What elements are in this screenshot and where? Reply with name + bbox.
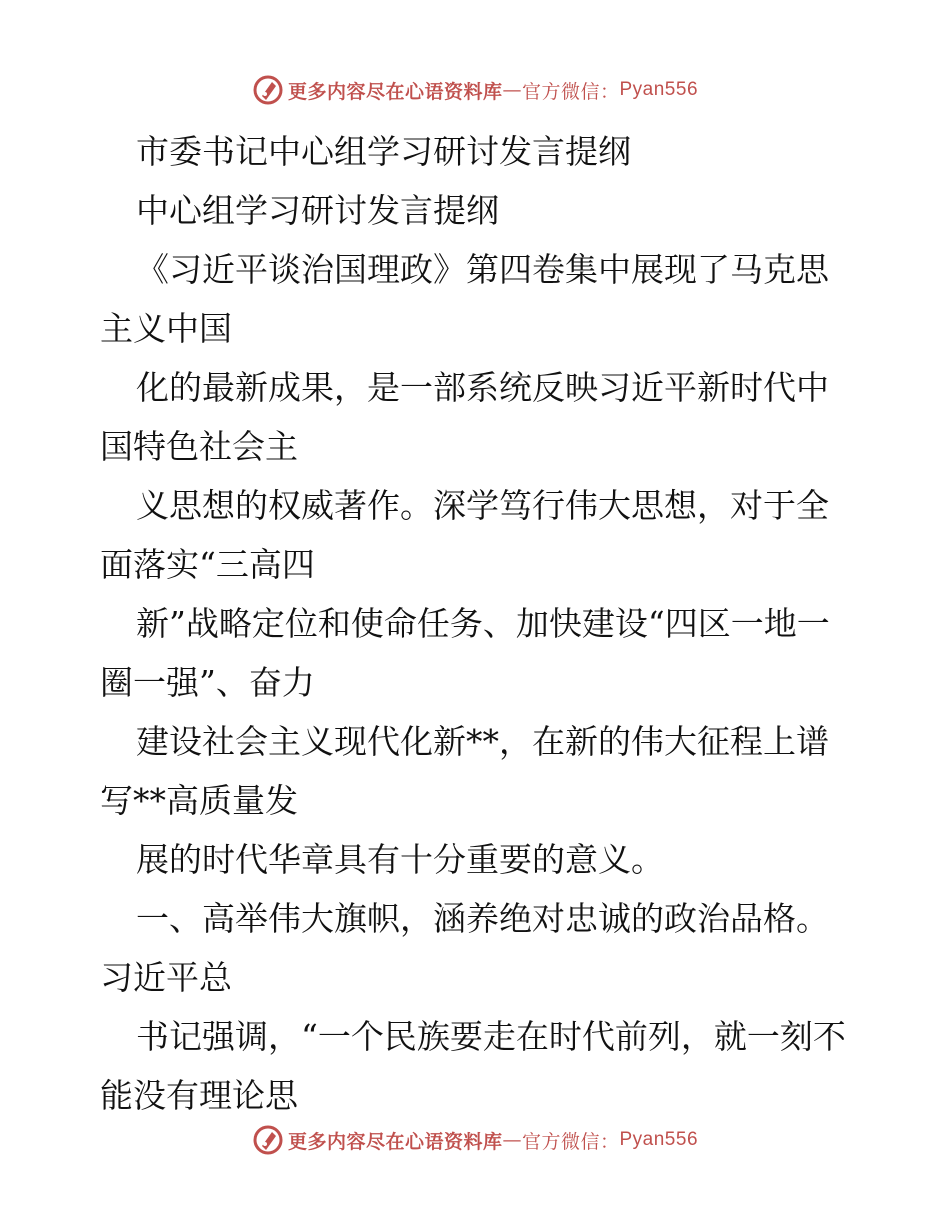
banner-official-text: 官方微信： [521, 80, 620, 103]
banner-site-text: 更多内容尽在心语资料库 [287, 80, 503, 103]
document-paragraph: 中心组学习研讨发言提纲 [136, 191, 499, 230]
document-paragraph: 一、高举伟大旗帜，涵养绝对忠诚的政治品格。习近平总 [100, 899, 829, 997]
document-paragraph: 市委书记中心组学习研讨发言提纲 [136, 132, 631, 171]
banner-official-text: 官方微信： [521, 1130, 620, 1153]
document-paragraph: 义思想的权威著作。深学笃行伟大思想，对于全面落实“三高四 [100, 486, 829, 584]
header-banner [0, 70, 950, 110]
footer-banner [0, 1120, 950, 1160]
document-paragraph: 《习近平谈治国理政》第四卷集中展现了马克思主义中国 [100, 250, 829, 348]
document-paragraph: 展的时代华章具有十分重要的意义。 [136, 840, 664, 879]
banner-dash: — [502, 1129, 522, 1151]
banner-wechat-id: Pyan556 [619, 79, 699, 100]
document-paragraph: 化的最新成果，是一部系统反映习近平新时代中国特色社会主 [100, 368, 829, 466]
document-paragraph: 建设社会主义现代化新**，在新的伟大征程上谱写**高质量发 [100, 722, 829, 820]
document-paragraph: 书记强调，“一个民族要走在时代前列，就一刻不能没有理论思 [100, 1017, 846, 1115]
document-body [100, 122, 855, 1125]
banner-site-text: 更多内容尽在心语资料库 [287, 1130, 503, 1153]
pen-nib-logo-icon [252, 1124, 284, 1156]
banner-dash: — [502, 79, 522, 101]
banner-wechat-id: Pyan556 [619, 1129, 699, 1150]
pen-nib-logo-icon [252, 74, 284, 106]
document-paragraph: 新”战略定位和使命任务、加快建设“四区一地一圈一强”、奋力 [100, 604, 830, 702]
